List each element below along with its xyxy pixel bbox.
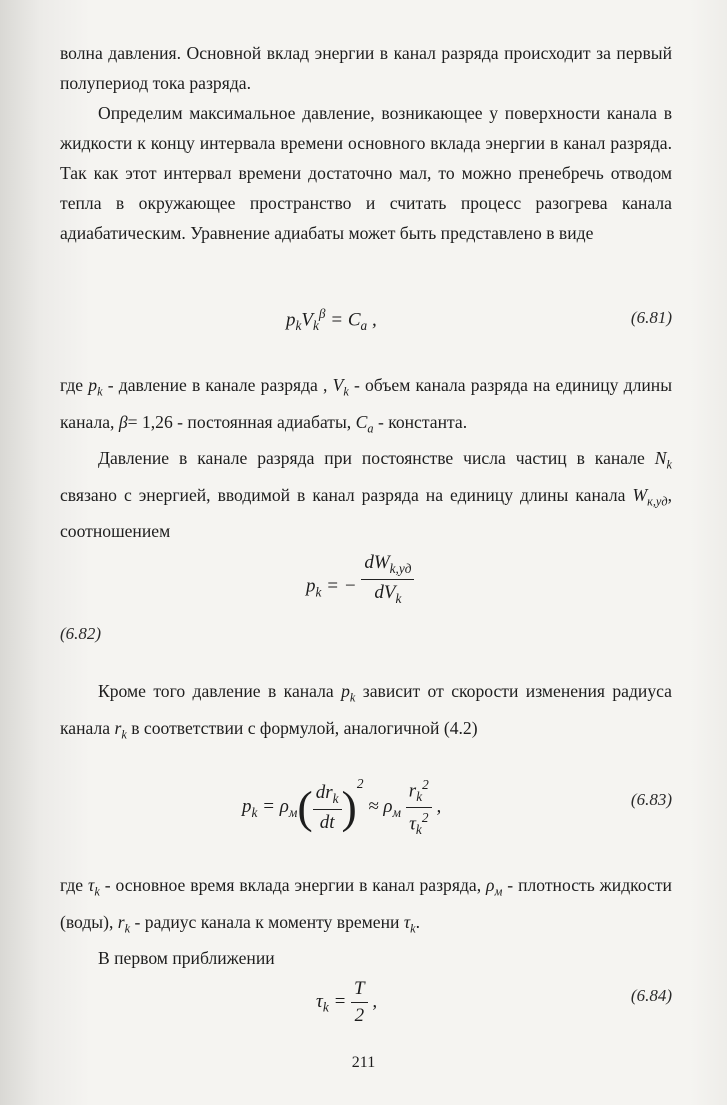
symbol-tau-k-2: $\tau_k$ bbox=[403, 911, 416, 936]
paragraph-1: волна давления. Основной вклад энергии в канал разряда происходит за первый полупериод тока разряда. bbox=[60, 43, 672, 93]
text-rho-def: - плотность жидкости (воды), bbox=[60, 875, 672, 932]
equation-6-82-body: $p_k$ = − $\frac{dW_{k,уд}}{dV_k}$ bbox=[306, 568, 414, 607]
symbol-pk: $p_k$ bbox=[88, 375, 103, 399]
text-speed-radius: зависит от скорости изменения радиуса канала bbox=[60, 681, 672, 738]
symbol-nk: $N_k$ bbox=[654, 448, 672, 472]
symbol-wk: $W_{к,уд}$ bbox=[632, 484, 668, 509]
paragraph-approx: В первом приближении bbox=[98, 948, 275, 969]
equation-6-82 bbox=[60, 548, 672, 618]
text-pressure-intro: Давление в канале разряда при постоянстве числа частиц в канале bbox=[98, 448, 645, 469]
symbol-tau-k: $\tau_k$ bbox=[88, 875, 100, 899]
text-where-2: где bbox=[60, 875, 84, 895]
symbol-rho: $\rho_м$ bbox=[486, 875, 503, 899]
text-pressure-depends: Кроме того давление в канала bbox=[98, 681, 334, 701]
symbol-rk-2: $r_k$ bbox=[117, 911, 131, 936]
text-where: где bbox=[60, 375, 84, 395]
text-energy-relation: связано с энергией, вводимой в канал разряда на единицу длины канала bbox=[60, 484, 626, 505]
paragraph-intro bbox=[60, 38, 672, 248]
equation-6-82-number: (6.82) bbox=[60, 624, 102, 643]
paragraph-2: Определим максимальное давление, возникающее у поверхности канала в жидкости к концу интервала времени основного вклада энергии в канал разряда. Так как этот интервал времени достаточно мал, то можно пренебречь отводом тепла в окружающее пространство и считать процесс разогрева канала адиабатическим. Уравнение адиабаты может быть представлено в виде bbox=[60, 103, 672, 243]
equation-6-84 bbox=[60, 966, 672, 1036]
text-ca-def: - константа. bbox=[377, 411, 468, 432]
equation-6-84-number: (6.84) bbox=[630, 986, 672, 1005]
text-vk-def: - объем канала разряда на единицу длины канала, bbox=[60, 375, 673, 432]
paragraph-radius bbox=[60, 676, 672, 749]
symbol-beta: β bbox=[118, 411, 128, 432]
equation-6-83 bbox=[60, 758, 672, 838]
equation-6-83-number: (6.83) bbox=[630, 790, 672, 809]
equation-6-84-body: $\tau_k$ = $\frac{T}{2}$ , bbox=[316, 978, 378, 1026]
text-tau-def: - основное время вклада энергии в канал разряда, bbox=[104, 875, 482, 895]
symbol-pk-2: $p_k$ bbox=[341, 681, 356, 705]
symbol-vk: $V_k$ bbox=[332, 375, 349, 399]
paragraph-definitions-1 bbox=[60, 370, 672, 546]
symbol-rk: $r_k$ bbox=[114, 717, 127, 742]
equation-6-81-body: $p_kV_k^\beta = C_a$ , bbox=[286, 306, 377, 334]
equation-6-81-number: (6.81) bbox=[630, 308, 672, 327]
paragraph-definitions-2: где $\tau_k$ - основное время вклада энергии в канал разряда, $\rho_м$ - плотность жидкости (воды), $r_k$ - радиус канала к моменту времени $\tau_k$. В первом приближении bbox=[60, 870, 672, 973]
text-rk-def: - радиус канала к моменту времени bbox=[134, 911, 400, 932]
text-relation: , соотношением bbox=[60, 484, 672, 542]
equation-6-81 bbox=[60, 300, 672, 360]
symbol-ca: $C_a$ bbox=[355, 411, 374, 436]
text-pk-def: - давление в канале разряда , bbox=[107, 375, 328, 395]
text-beta-def: = 1,26 - постоянная адиабаты, bbox=[127, 411, 352, 432]
equation-6-83-body: $p_k = \rho_м$( $\frac{dr_k}{dt}$ )$^2 \approx \rho_м$ $\frac{r_k^2}{\tau_k^2}$ , bbox=[242, 776, 442, 838]
page-number: 211 bbox=[351, 1054, 376, 1071]
text-formula-ref: в соответствии с формулой, аналогичной (4.2) bbox=[131, 717, 478, 738]
